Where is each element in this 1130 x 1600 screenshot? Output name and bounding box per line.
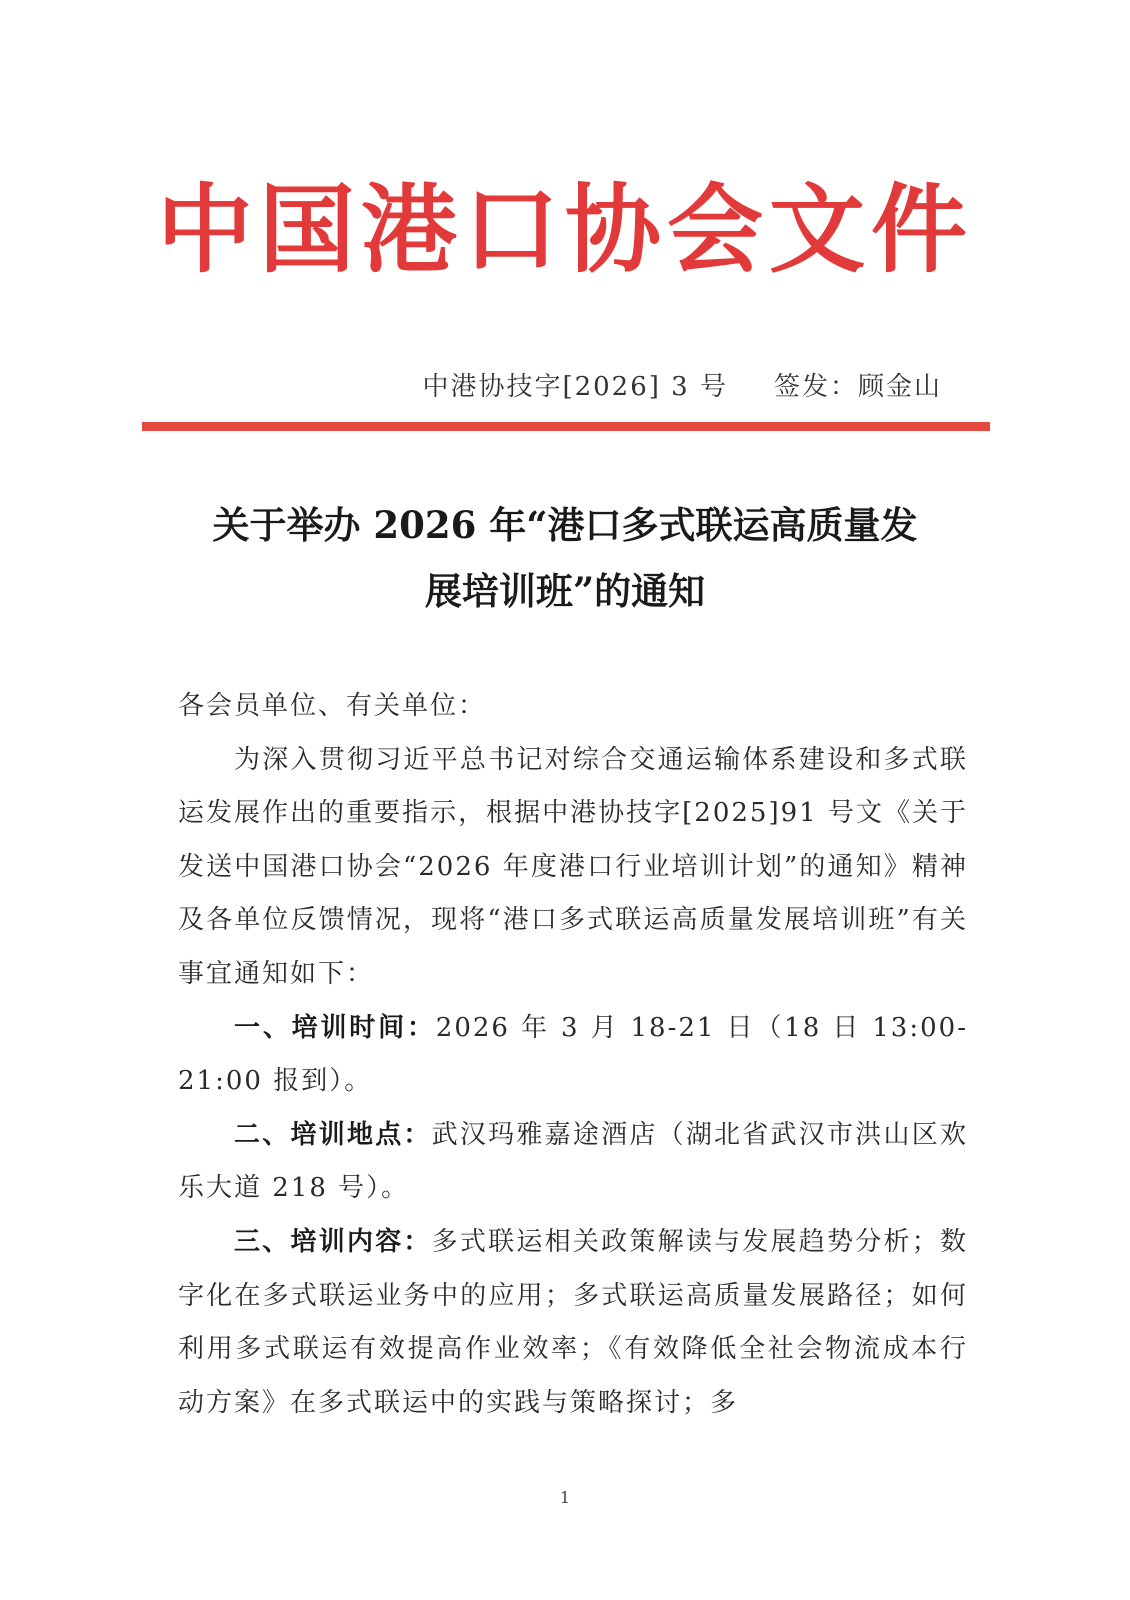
section-text-location: 武汉玛雅嘉途酒店（湖北省武汉市洪山区欢乐大道 218 号）。 [178,1119,968,1204]
section-text-content: 多式联运相关政策解读与发展趋势分析；数字化在多式联运业务中的应用；多式联运高质量发展路径；如何利用多式联运有效提高作业效率；《有效降低全社会物流成本行动方案》在多式联运中的实践与策略探讨；多 [178,1226,968,1418]
document-title [140,492,990,624]
section-training-time [178,1002,968,1109]
section-text-time: 2026 年 3 月 18-21 日（18 日 13:00-21:00 报到）。 [178,1012,968,1097]
document-meta-line [422,366,942,403]
document-title-line-2: 展培训班”的通知 [424,569,706,613]
section-heading-content: 三、培训内容： [234,1226,432,1257]
section-training-location [178,1109,968,1216]
salutation: 各会员单位、有关单位： [178,691,487,721]
document-number: 中港协技字[2026] 3 号 [422,372,728,402]
page-number: 1 [559,1488,571,1507]
red-divider-rule [142,422,990,431]
document-body [178,680,968,1430]
document-title-line-1: 关于举办 2026 年“港口多式联运高质量发 [212,503,918,547]
section-heading-location: 二、培训地点： [234,1119,432,1150]
intro-paragraph: 为深入贯彻习近平总书记对综合交通运输体系建设和多式联运发展作出的重要指示，根据中港协技字[2025]91 号文《关于发送中国港口协会“2026 年度港口行业培训计划”的通知》精神及各单位反馈情况，现将“港口多式联运高质量发展培训班”有关事宜通知如下： [178,744,968,989]
document-masthead: 中国港口协会文件 [157,174,973,286]
section-training-content [178,1216,968,1430]
section-heading-time: 一、培训时间： [234,1012,436,1043]
document-signer: 签发：顾金山 [773,372,942,402]
